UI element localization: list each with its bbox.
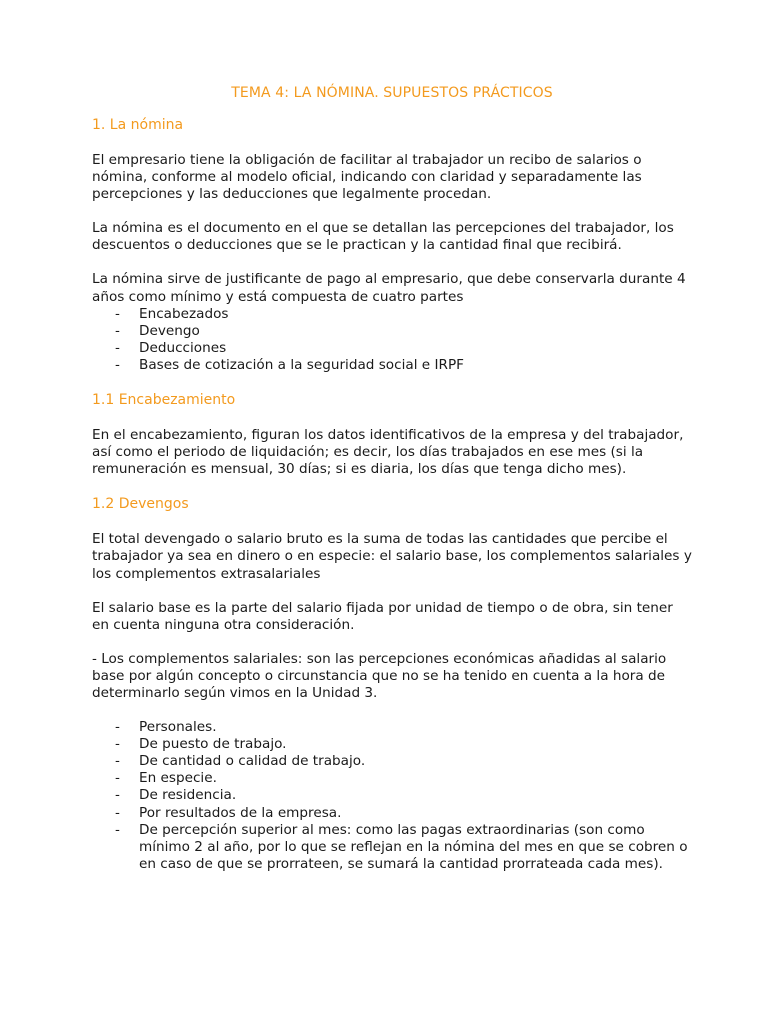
- dash-bullet: -: [115, 736, 120, 753]
- page-title: TEMA 4: LA NÓMINA. SUPUESTOS PRÁCTICOS: [231, 85, 553, 101]
- list-item: [92, 787, 692, 804]
- dash-bullet: -: [115, 356, 120, 373]
- list-item-text: Devengo: [139, 322, 200, 339]
- complements-list: [92, 719, 692, 873]
- paragraph: El empresario tiene la obligación de facilitar al trabajador un recibo de salarios o nómina, conforme al modelo oficial, indicando con claridad y separadamente las percepciones y las deducciones que legalmente procedan.: [92, 152, 642, 203]
- list-item: [92, 340, 692, 357]
- dash-bullet: -: [115, 305, 120, 322]
- list-item: [92, 805, 692, 822]
- dash-bullet: -: [115, 719, 120, 736]
- dash-bullet: -: [115, 787, 120, 804]
- list-item-text: De cantidad o calidad de trabajo.: [139, 753, 366, 770]
- list-item: [92, 357, 692, 374]
- paragraph: La nómina sirve de justificante de pago al empresario, que debe conservarla durante 4 años como mínimo y está compuesta de cuatro partes: [92, 271, 686, 305]
- dash-bullet: -: [115, 804, 120, 821]
- list-item-text: Personales.: [139, 719, 217, 736]
- list-item: [92, 719, 692, 736]
- section-heading-devengos: 1.2 Devengos: [92, 496, 189, 513]
- list-item-text: Por resultados de la empresa.: [139, 804, 342, 821]
- paragraph: La nómina es el documento en el que se detallan las percepciones del trabajador, los descuentos o deducciones que se le practican y la cantidad final que recibirá.: [92, 220, 674, 254]
- section-heading-encabezamiento: 1.1 Encabezamiento: [92, 392, 236, 409]
- paragraph: - Los complementos salariales: son las percepciones económicas añadidas al salario base por algún concepto o circunstancia que no se ha tenido en cuenta a la hora de determinarlo según vimos en la Unidad 3.: [92, 650, 667, 701]
- list-item-text: Encabezados: [139, 305, 229, 322]
- list-item: [92, 770, 692, 787]
- list-item-text: Deducciones: [139, 339, 227, 356]
- dash-bullet: -: [115, 322, 120, 339]
- document-page: [92, 84, 692, 890]
- list-item-text: En especie.: [139, 770, 217, 787]
- list-item: [92, 306, 692, 323]
- list-item: [92, 753, 692, 770]
- paragraph: El total devengado o salario bruto es la suma de todas las cantidades que percibe el trabajador ya sea en dinero o en especie: el salario base, los complementos salariales y los complementos extrasalariales: [92, 531, 692, 582]
- list-item-text: De percepción superior al mes: como las pagas extraordinarias (son como mínimo 2 al año, por lo que se reflejan en la nómina del mes en que se cobren o en caso de que se prorrateen, se sumará la cantidad prorrateada cada mes).: [139, 821, 688, 872]
- list-item: [92, 323, 692, 340]
- dash-bullet: -: [115, 821, 120, 838]
- list-item-text: De puesto de trabajo.: [139, 736, 287, 753]
- list-item: [92, 822, 692, 873]
- parts-list: [92, 306, 692, 374]
- dash-bullet: -: [115, 339, 120, 356]
- paragraph: En el encabezamiento, figuran los datos identificativos de la empresa y del trabajador, así como el periodo de liquidación; es decir, los días trabajados en ese mes (si la remuneración es mensual, 30 días; si es diaria, los días que tenga dicho mes).: [92, 427, 684, 478]
- list-item-text: De residencia.: [139, 787, 237, 804]
- dash-bullet: -: [115, 753, 120, 770]
- dash-bullet: -: [115, 770, 120, 787]
- section-heading-la-nomina: 1. La nómina: [92, 117, 184, 133]
- list-item: [92, 736, 692, 753]
- list-item-text: Bases de cotización a la seguridad social e IRPF: [139, 356, 464, 373]
- paragraph: El salario base es la parte del salario fijada por unidad de tiempo o de obra, sin tener en cuenta ninguna otra consideración.: [92, 599, 673, 633]
